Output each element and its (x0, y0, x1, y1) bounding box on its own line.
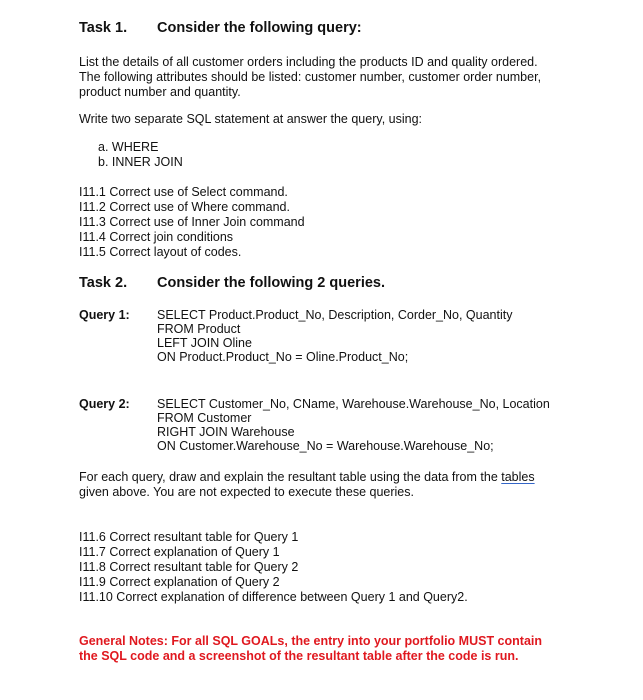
task2-criterion-6: I11.6 Correct resultant table for Query 1 (79, 530, 299, 544)
query2-line-4: ON Customer.Warehouse_No = Warehouse.Warehouse_No; (157, 439, 494, 453)
task1-criterion-3: I11.3 Correct use of Inner Join command (79, 215, 305, 229)
task2-criterion-10: I11.10 Correct explanation of difference between Query 1 and Query2. (79, 590, 468, 604)
task1-criterion-4: I11.4 Correct join conditions (79, 230, 234, 244)
task1-option-where: a. WHERE (98, 140, 159, 154)
query1-line-1: SELECT Product.Product_No, Description, Corder_No, Quantity (157, 308, 513, 322)
tables-link[interactable]: tables (501, 470, 535, 484)
task1-title: Consider the following query: (157, 20, 362, 36)
query2-label: Query 2: (79, 397, 130, 411)
task2-explanation-text: For each query, draw and explain the resultant table using the data from the (79, 470, 502, 484)
task2-title: Consider the following 2 queries. (157, 275, 385, 291)
query1-line-4: ON Product.Product_No = Oline.Product_No; (157, 350, 409, 364)
task1-criterion-2: I11.2 Correct use of Where command. (79, 200, 290, 214)
task2-explanation-line-1 (79, 470, 535, 485)
task1-option-inner-join: b. INNER JOIN (98, 155, 183, 169)
query1-line-2: FROM Product (157, 322, 241, 336)
task1-instruction: Write two separate SQL statement at answer the query, using: (79, 112, 422, 126)
query1-line-3: LEFT JOIN Oline (157, 336, 252, 350)
task1-description-line-2: The following attributes should be listed: customer number, customer order number, (79, 70, 542, 84)
general-notes-line-2: the SQL code and a screenshot of the resultant table after the code is run. (79, 649, 519, 663)
task2-criterion-8: I11.8 Correct resultant table for Query 2 (79, 560, 299, 574)
general-notes-line-1: General Notes: For all SQL GOALs, the entry into your portfolio MUST contain (79, 634, 543, 648)
task2-criterion-9: I11.9 Correct explanation of Query 2 (79, 575, 280, 589)
task1-description-line-1: List the details of all customer orders including the products ID and quality ordered. (79, 55, 538, 69)
query2-line-1: SELECT Customer_No, CName, Warehouse.Warehouse_No, Location (157, 397, 550, 411)
query2-line-3: RIGHT JOIN Warehouse (157, 425, 295, 439)
task2-criterion-7: I11.7 Correct explanation of Query 1 (79, 545, 280, 559)
task1-description-line-3: product number and quantity. (79, 85, 241, 99)
task2-label: Task 2. (79, 275, 128, 291)
task1-criterion-5: I11.5 Correct layout of codes. (79, 245, 242, 259)
query1-label: Query 1: (79, 308, 130, 322)
task1-label: Task 1. (79, 20, 128, 36)
task2-explanation-line-2: given above. You are not expected to execute these queries. (79, 485, 414, 499)
task1-criterion-1: I11.1 Correct use of Select command. (79, 185, 288, 199)
query2-line-2: FROM Customer (157, 411, 252, 425)
